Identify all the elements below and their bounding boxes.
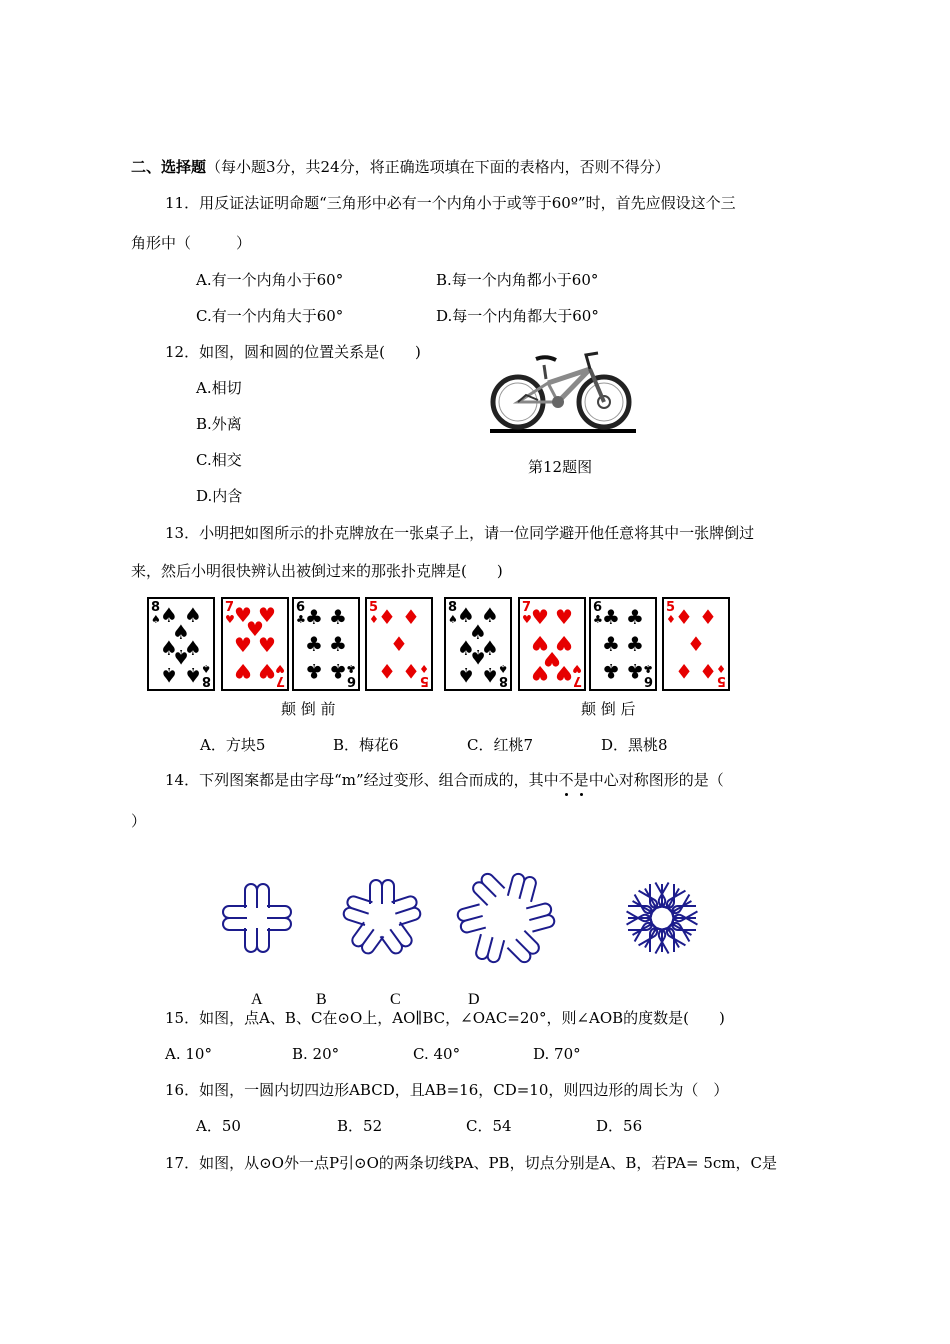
card-rank: 6 (593, 600, 603, 615)
card-pip: ♠ (457, 603, 475, 627)
card-pip: ♠ (172, 645, 190, 669)
card-pip: ♣ (626, 659, 644, 683)
q14-emphasis-1-text: 不 (558, 771, 574, 789)
card-pip: ♥ (234, 603, 252, 627)
q14-stem-part1: 14．下列图案都是由字母“m”经过变形、组合而成的，其中 (165, 771, 559, 789)
card-rank: 7 (225, 600, 235, 615)
q11-option-d: D.每一个内角都大于60° (436, 307, 599, 325)
q12-caption: 第12题图 (528, 458, 593, 476)
q13-option-d: D．黑桃8 (601, 736, 668, 754)
card-suit-index: ♣ (593, 613, 603, 626)
card-pip: ♣ (329, 605, 347, 629)
card-pip: ♥ (543, 647, 561, 671)
card-pip: ♠ (184, 636, 202, 660)
card-pip: ♦ (699, 659, 717, 683)
card-pip: ♣ (305, 605, 323, 629)
card-suit-index: ♣ (643, 662, 653, 675)
card-suit-index: ♥ (522, 613, 532, 626)
card-suit-index: ♣ (346, 662, 356, 675)
card-pip: ♣ (626, 605, 644, 629)
q16-stem: 16．如图，一圆内切四边形ABCD，且AB=16，CD=10，则四边形的周长为（ ） (165, 1081, 729, 1099)
card-suit-index: ♠ (448, 613, 458, 626)
card-suit-index: ♥ (225, 613, 235, 626)
card-suit-index: ♦ (419, 662, 429, 675)
q14-stem-part2: 中心对称图形的是（ (588, 771, 724, 789)
card-pip: ♠ (457, 663, 475, 687)
q11-stem-line2: 角形中（ ） (131, 234, 252, 252)
card-suit-index: ♦ (716, 662, 726, 675)
q16-option-a: A．50 (196, 1117, 241, 1135)
q13-option-c: C．红桃7 (467, 736, 534, 754)
q15-option-d: D. 70° (533, 1045, 581, 1063)
card-pip: ♣ (329, 632, 347, 656)
card-pip: ♦ (687, 632, 705, 656)
card-pip: ♦ (675, 605, 693, 629)
card-rank: 8 (498, 673, 508, 688)
card-pip: ♦ (390, 632, 408, 656)
card-rank: 8 (448, 600, 458, 615)
playing-card-after-1 (444, 597, 512, 691)
q11-option-b: B.每一个内角都小于60° (436, 271, 599, 289)
card-pip: ♠ (469, 620, 487, 644)
card-suit-index: ♠ (151, 613, 161, 626)
card-pip: ♣ (602, 632, 620, 656)
figure-d (627, 883, 698, 954)
figure-label-b: B (316, 991, 327, 1008)
q17-stem: 17．如图，从⊙O外一点P引⊙O的两条切线PA、PB，切点分别是A、B，若PA= 5cm，C是 (165, 1154, 777, 1172)
card-suit-index: ♠ (498, 662, 508, 675)
card-suit-index: ♣ (296, 613, 306, 626)
q15-option-b: B. 20° (292, 1045, 340, 1063)
card-rank: 5 (666, 600, 676, 615)
figure-a (223, 884, 291, 952)
card-pip: ♥ (555, 605, 573, 629)
card-pip: ♠ (481, 603, 499, 627)
card-pip: ♣ (329, 659, 347, 683)
card-pip: ♣ (305, 632, 323, 656)
label-before: 颠 倒 前 (281, 700, 336, 718)
card-rank: 5 (716, 673, 726, 688)
q16-option-c: C．54 (466, 1117, 512, 1135)
q12-option-d: D.内含 (196, 487, 243, 505)
card-rank: 5 (369, 600, 379, 615)
card-rank: 7 (522, 600, 532, 615)
card-rank: 7 (572, 673, 582, 688)
q12-option-b: B.外离 (196, 415, 242, 433)
figure-label-d: D (468, 991, 480, 1008)
card-pip: ♥ (531, 661, 549, 685)
card-pip: ♦ (378, 659, 396, 683)
q13-stem-line1: 13．小明把如图所示的扑克牌放在一张桌子上，请一位同学避开他任意将其中一张牌倒过 (165, 524, 755, 542)
card-pip: ♣ (602, 659, 620, 683)
figure-b (342, 880, 422, 956)
q11-stem-line1: 11．用反证法证明命题“三角形中必有一个内角小于或等于60º”时，首先应假设这个三 (165, 194, 736, 212)
card-pip: ♠ (160, 636, 178, 660)
card-pip: ♥ (246, 617, 264, 641)
card-pip: ♠ (172, 620, 190, 644)
card-pip: ♥ (531, 605, 549, 629)
card-pip: ♣ (602, 605, 620, 629)
card-pip: ♥ (258, 659, 276, 683)
q14-emphasis-2-text: 是 (573, 771, 589, 789)
card-pip: ♥ (234, 633, 252, 657)
card-pip: ♥ (234, 659, 252, 683)
q15-option-c: C. 40° (413, 1045, 461, 1063)
card-suit-index: ♥ (572, 662, 582, 675)
q12-option-c: C.相交 (196, 451, 242, 469)
playing-card-before-1 (147, 597, 215, 691)
card-pip: ♠ (160, 663, 178, 687)
card-pip: ♥ (258, 633, 276, 657)
card-pip: ♠ (184, 603, 202, 627)
card-pip: ♠ (160, 603, 178, 627)
card-rank: 8 (151, 600, 161, 615)
section-title: 二、选择题 (131, 158, 207, 176)
card-rank: 5 (419, 673, 429, 688)
q14-emphasis-1 (559, 771, 574, 789)
card-pip: ♥ (531, 631, 549, 655)
section-note: （每小题3分，共24分，将正确选项填在下面的表格内，否则不得分） (206, 158, 670, 176)
figure-label-a: A (251, 991, 263, 1008)
card-pip: ♠ (457, 636, 475, 660)
card-pip: ♥ (258, 603, 276, 627)
card-pip: ♦ (699, 605, 717, 629)
q14-stem-line2: ） (131, 812, 147, 830)
q15-option-a: A. 10° (165, 1045, 212, 1063)
card-suit-index: ♦ (666, 613, 676, 626)
emphasis-dot (565, 793, 568, 796)
playing-card-before-3 (292, 597, 360, 691)
card-rank: 6 (296, 600, 306, 615)
card-rank: 6 (346, 673, 356, 688)
card-pip: ♥ (555, 631, 573, 655)
playing-card-after-2 (518, 597, 586, 691)
card-suit-index: ♥ (275, 662, 285, 675)
q12-stem: 12．如图，圆和圆的位置关系是( ) (165, 343, 421, 361)
card-rank: 6 (643, 673, 653, 688)
card-pip: ♥ (555, 661, 573, 685)
card-pip: ♣ (305, 659, 323, 683)
card-rank: 8 (201, 673, 211, 688)
card-rank: 7 (275, 673, 285, 688)
section-heading-line (131, 158, 670, 176)
q12-option-a: A.相切 (196, 379, 242, 397)
q14-stem (165, 771, 724, 789)
playing-card-before-4 (365, 597, 433, 691)
q16-option-b: B．52 (337, 1117, 383, 1135)
playing-card-after-3 (589, 597, 657, 691)
card-suit-index: ♠ (201, 662, 211, 675)
q13-option-a: A．方块5 (200, 736, 266, 754)
card-pip: ♠ (469, 645, 487, 669)
card-pip: ♠ (481, 636, 499, 660)
q13-stem-line2: 来，然后小明很快辨认出被倒过来的那张扑克牌是( ) (131, 562, 503, 580)
card-pip: ♠ (481, 663, 499, 687)
card-pip: ♣ (626, 632, 644, 656)
q15-stem: 15．如图，点A、B、C在⊙O上，AO∥BC，∠OAC=20°，则∠AOB的度数是( ) (165, 1009, 725, 1027)
q14-emphasis-2 (574, 771, 589, 789)
q16-option-d: D．56 (596, 1117, 643, 1135)
bicycle-figure (486, 345, 638, 437)
q13-option-b: B．梅花6 (333, 736, 399, 754)
card-pip: ♦ (675, 659, 693, 683)
q11-option-c: C.有一个内角大于60° (196, 307, 344, 325)
card-suit-index: ♦ (369, 613, 379, 626)
playing-card-before-2 (221, 597, 289, 691)
card-pip: ♦ (378, 605, 396, 629)
card-pip: ♦ (402, 605, 420, 629)
figure-c (456, 871, 555, 964)
playing-card-after-4 (662, 597, 730, 691)
emphasis-dot (580, 793, 583, 796)
q11-option-a: A.有一个内角小于60° (196, 271, 344, 289)
card-pip: ♦ (402, 659, 420, 683)
figure-label-c: C (390, 991, 401, 1008)
card-pip: ♠ (184, 663, 202, 687)
m-pattern-figures (195, 848, 735, 988)
label-after: 颠 倒 后 (581, 700, 636, 718)
